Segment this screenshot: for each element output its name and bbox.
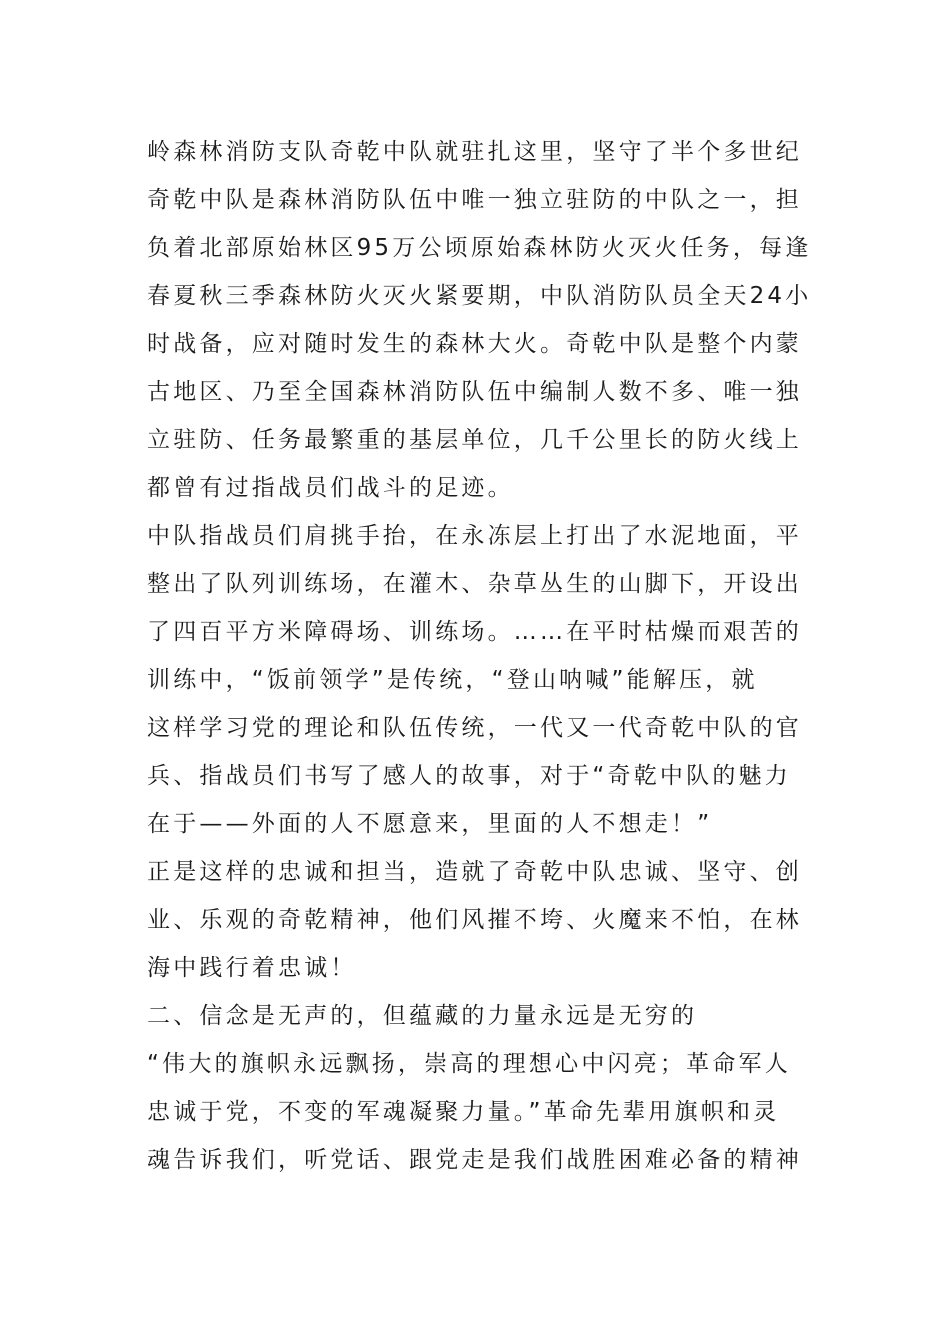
text-line: 这样学习党的理论和队伍传统，一代又一代奇乾中队的官 [147,715,802,741]
text-line: 立驻防、任务最繁重的基层单位，几千公里长的防火线上 [147,427,802,453]
text-line: 负着北部原始林区95万公顷原始森林防火灭火任务，每逢 [147,235,812,261]
text-line: 了四百平方米障碍场、训练场。……在平时枯燥而艰苦的 [147,619,802,645]
text-line: 在于——外面的人不愿意来，里面的人不想走！” [147,811,713,837]
section-heading: 二、信念是无声的，但蕴藏的力量永远是无穷的 [147,1003,698,1029]
document-body [147,128,812,1184]
text-line: 整出了队列训练场，在灌木、杂草丛生的山脚下，开设出 [147,571,802,597]
text-line: 春夏秋三季森林防火灭火紧要期，中队消防队员全天24小 [147,283,812,309]
text-line: 古地区、乃至全国森林消防队伍中编制人数不多、唯一独 [147,379,802,405]
text-line: 魂告诉我们，听党话、跟党走是我们战胜困难必备的精神 [147,1147,802,1173]
text-line: “伟大的旗帜永远飘扬，崇高的理想心中闪亮；革命军人 [147,1051,791,1077]
text-line: 海中践行着忠诚！ [147,955,357,981]
text-line: 忠诚于党，不变的军魂凝聚力量。”革命先辈用旗帜和灵 [147,1099,780,1125]
text-line: 中队指战员们肩挑手抬，在永冻层上打出了水泥地面，平 [147,523,802,549]
text-line: 岭森林消防支队奇乾中队就驻扎这里，坚守了半个多世纪 [147,139,802,165]
text-line: 业、乐观的奇乾精神，他们风摧不垮、火魔来不怕，在林 [147,907,802,933]
text-line: 正是这样的忠诚和担当，造就了奇乾中队忠诚、坚守、创 [147,859,802,885]
text-line: 兵、指战员们书写了感人的故事，对于“奇乾中队的魅力 [147,763,791,789]
text-line: 训练中，“饭前领学”是传统，“登山呐喊”能解压，就 [147,667,758,693]
text-line: 都曾有过指战员们战斗的足迹。 [147,475,514,501]
text-line: 时战备，应对随时发生的森林大火。奇乾中队是整个内蒙 [147,331,802,357]
text-line: 奇乾中队是森林消防队伍中唯一独立驻防的中队之一，担 [147,187,802,213]
